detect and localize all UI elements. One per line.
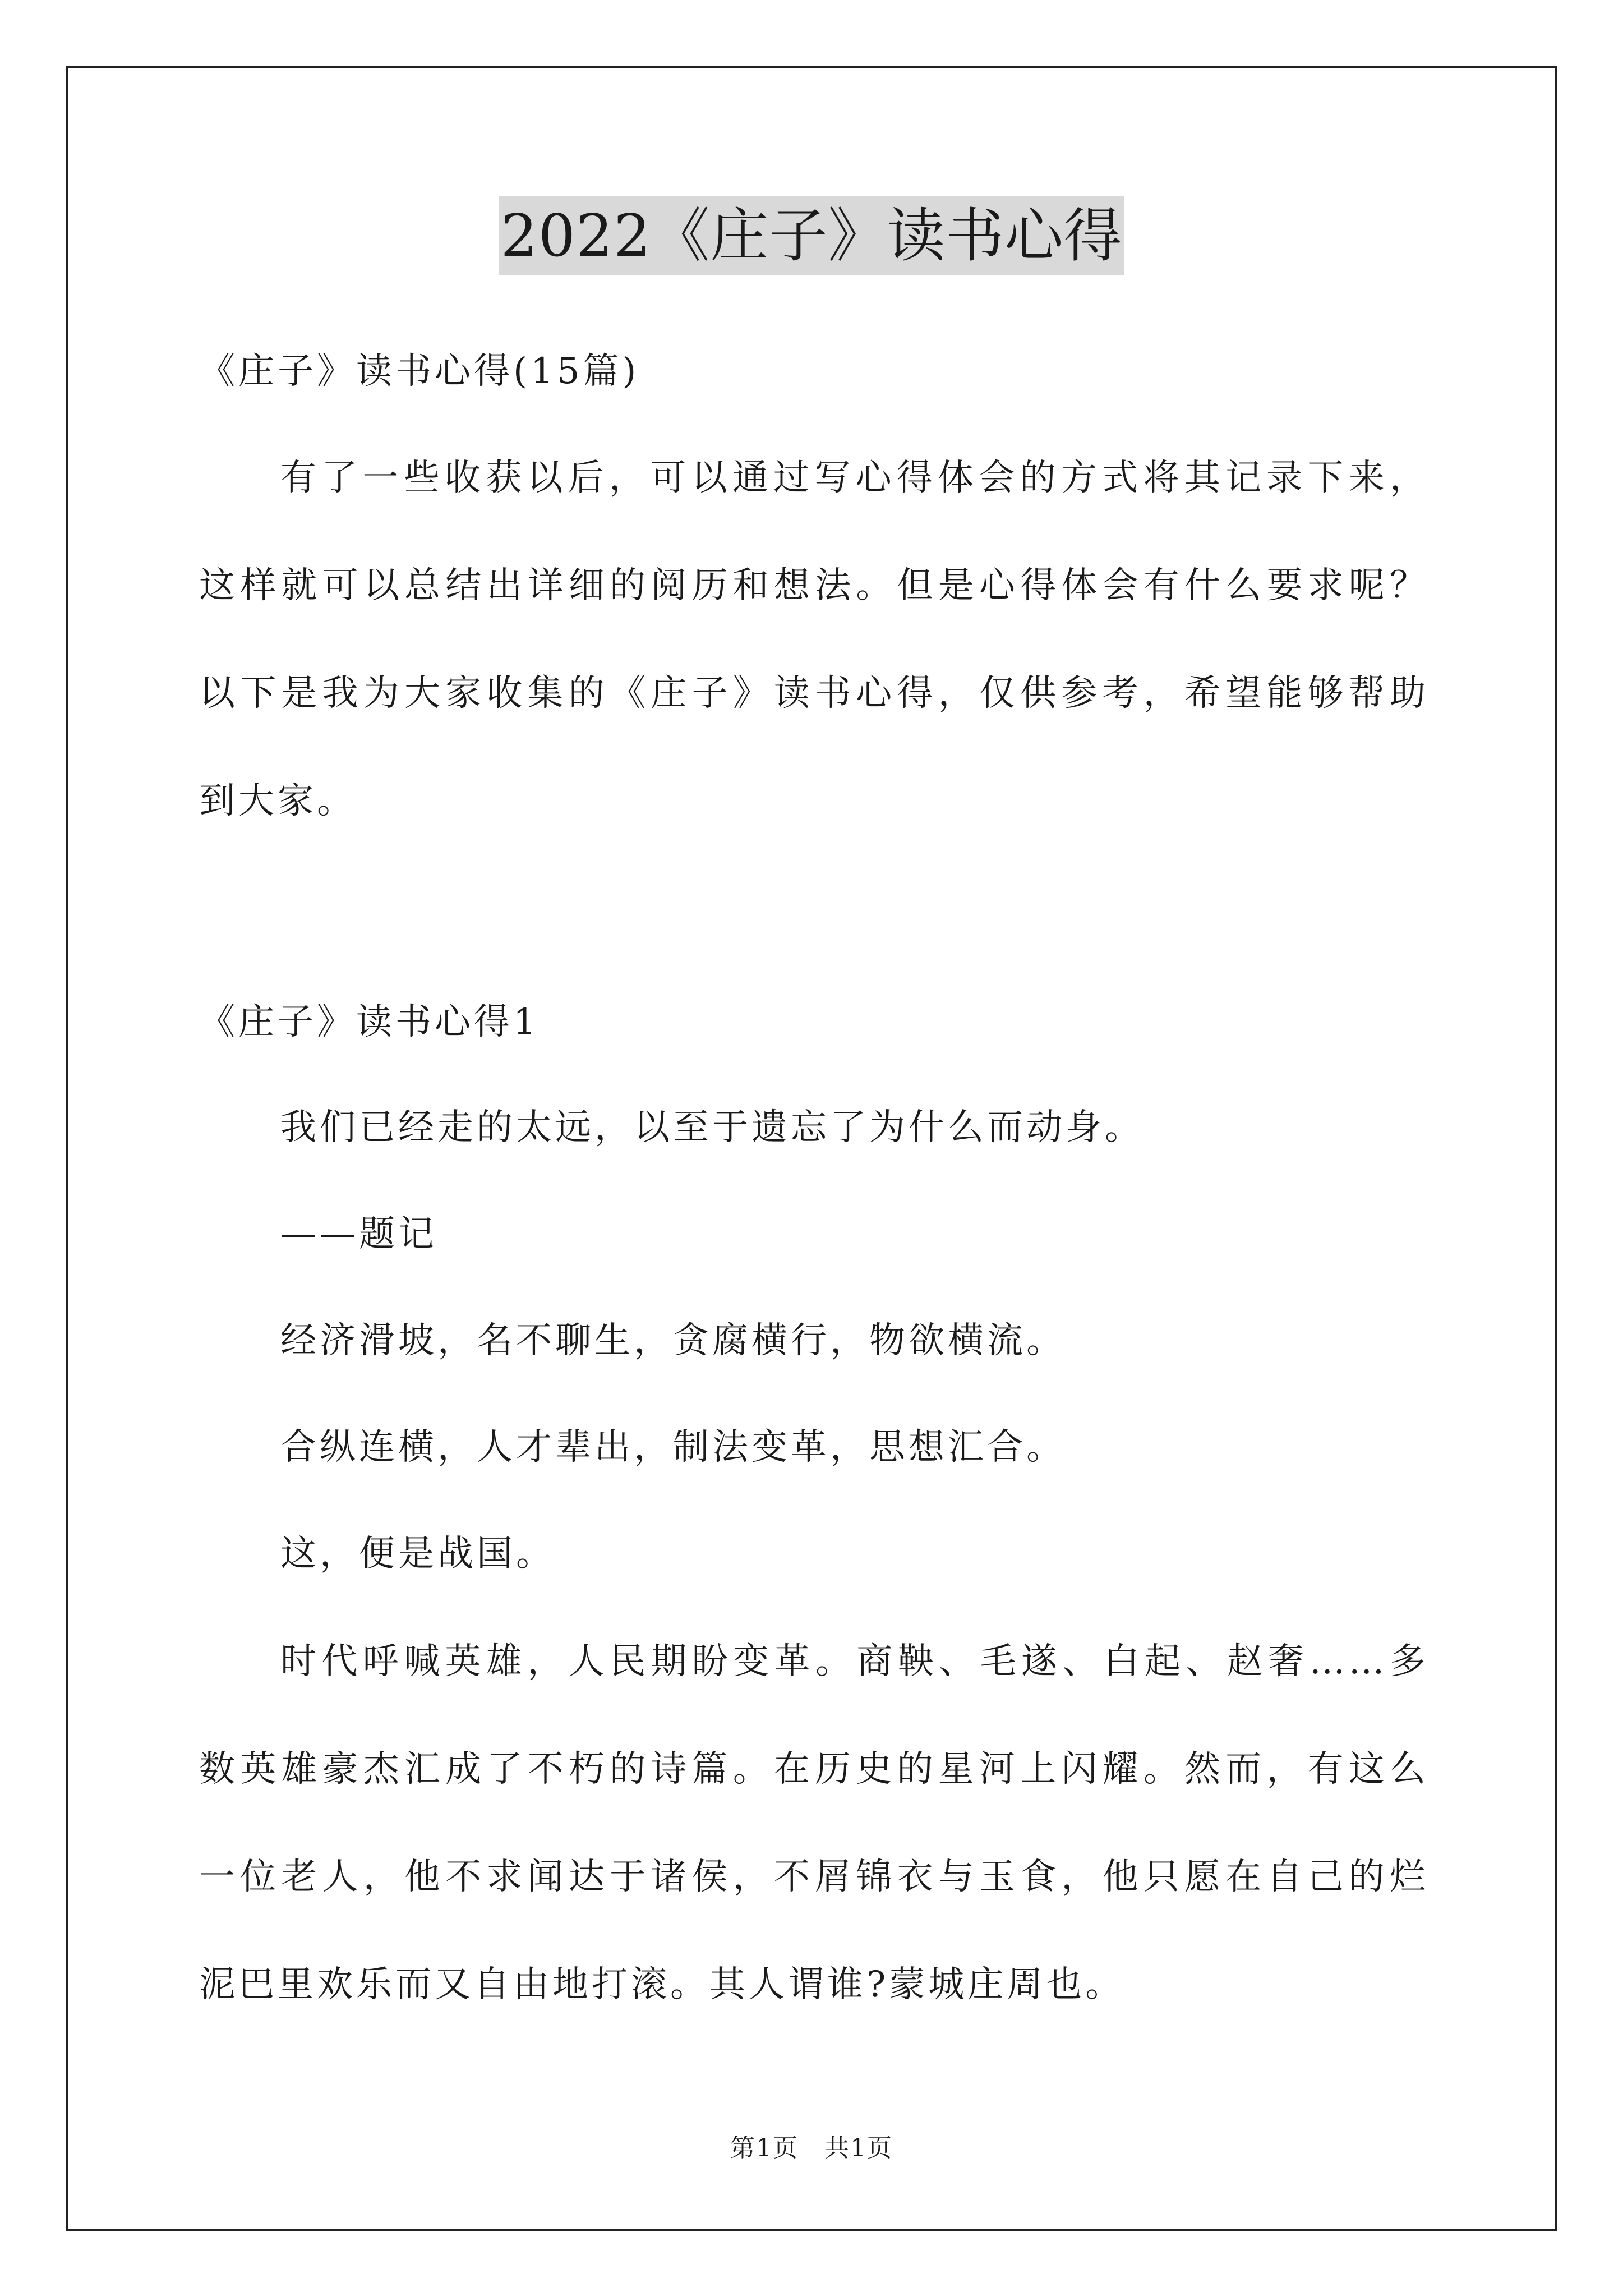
intro-line: 到大家。	[199, 780, 356, 822]
body-line: 时代呼喊英雄，人民期盼变革。商鞅、毛遂、白起、赵奢……多	[280, 1641, 1429, 1682]
body-line: 一位老人，他不求闻达于诸侯，不屑锦衣与玉食，他只愿在自己的烂	[199, 1856, 1429, 1898]
body-line: 这，便是战国。	[280, 1533, 555, 1575]
body-line: 泥巴里欢乐而又自由地打滚。其人谓谁?蒙城庄周也。	[199, 1964, 1125, 2005]
body-line: ——题记	[280, 1213, 437, 1255]
document-title: 2022《庄子》读书心得	[499, 196, 1125, 275]
intro-line: 以下是我为大家收集的《庄子》读书心得，仅供参考，希望能够帮助	[199, 673, 1429, 714]
page-footer: 第1页 共1页	[730, 2134, 893, 2162]
body-line: 我们已经走的太远，以至于遗忘了为什么而动身。	[280, 1107, 1144, 1148]
body-line: 经济滑坡，名不聊生，贪腐横行，物欲横流。	[280, 1320, 1066, 1361]
intro-line: 有了一些收获以后，可以通过写心得体会的方式将其记录下来，	[280, 457, 1429, 499]
document-subtitle: 《庄子》读书心得(15篇)	[199, 351, 640, 392]
title-container	[0, 196, 1623, 275]
section-heading: 《庄子》读书心得1	[199, 1001, 540, 1043]
body-line: 合纵连横，人才辈出，制法变革，思想汇合。	[280, 1427, 1066, 1468]
intro-line: 这样就可以总结出详细的阅历和想法。但是心得体会有什么要求呢？	[199, 565, 1429, 606]
body-line: 数英雄豪杰汇成了不朽的诗篇。在历史的星河上闪耀。然而，有这么	[199, 1749, 1429, 1790]
